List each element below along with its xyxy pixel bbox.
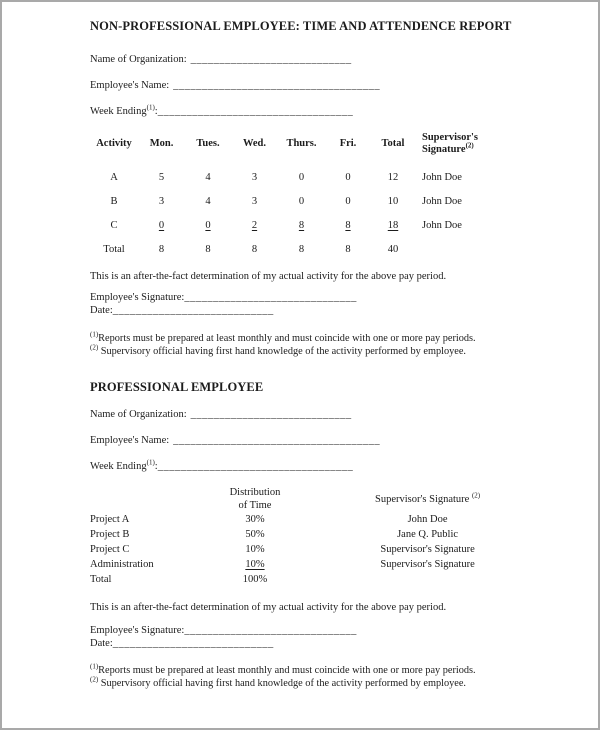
header-supervisor-text: Supervisor's Signature (375, 493, 472, 505)
week-ending-field (90, 105, 542, 119)
cell-wed: 8 (251, 243, 258, 255)
field-label: Employee's Name: (90, 80, 170, 91)
cell-total: 10 (387, 195, 399, 207)
cell-mon: 8 (158, 243, 165, 255)
footnote-marker: (2) (465, 141, 474, 150)
underlined-value: 18 (387, 219, 399, 231)
date-line: ____________________________ (112, 637, 274, 649)
cell-fri (325, 220, 371, 231)
cell-fri: 0 (345, 195, 351, 207)
date-label: Date: (90, 637, 113, 649)
field-label: Name of Organization: (90, 409, 187, 420)
cell-thurs: 8 (298, 243, 305, 255)
header-activity: Activity (96, 138, 132, 149)
cell-signature: John Doe (407, 514, 448, 525)
cell-activity: B (110, 195, 118, 207)
cell-signature: Supervisor's Signature (380, 559, 475, 570)
field-label: Employee's Name: (90, 435, 170, 446)
underlined-value: 10% (245, 559, 265, 570)
cell-fri: 8 (345, 243, 351, 255)
cell-thurs: 0 (298, 171, 305, 183)
cell-mon (138, 220, 185, 231)
field-colon: : (154, 461, 158, 472)
cell-tues: 4 (205, 171, 211, 183)
week-ending-field (90, 460, 542, 474)
header-distribution-line1: Distribution (229, 487, 281, 498)
underlined-value: 2 (251, 219, 258, 231)
footnote-1 (90, 662, 542, 678)
signature-line: ______________________________ (184, 625, 357, 636)
signature-label: Employee's Signature: (90, 292, 185, 303)
signature-label: Employee's Signature: (90, 625, 185, 636)
signature-line: ______________________________ (184, 292, 357, 303)
signature-block (90, 625, 542, 650)
signature-block (90, 292, 542, 317)
after-the-fact-statement: This is an after-the-fact determination of my actual activity for the above pay period. (90, 271, 447, 282)
footnotes (90, 330, 542, 358)
date-row (90, 305, 542, 318)
footnote-2 (90, 675, 542, 691)
cell-activity: A (110, 171, 118, 183)
cell-total (371, 220, 415, 231)
after-the-fact-statement: This is an after-the-fact determination of my actual activity for the above pay period. (90, 602, 447, 613)
header-supervisor-line2-text: Signature (422, 144, 466, 155)
row-administration (90, 557, 542, 572)
cell-percent: 30% (245, 514, 265, 525)
cell-tues (185, 220, 231, 231)
footnote-marker: (2) (90, 675, 99, 684)
professional-title: PROFESSIONAL EMPLOYEE (90, 380, 264, 394)
cell-tues: 8 (205, 243, 211, 255)
row-total (90, 572, 542, 587)
footnote-text: Supervisory official having first hand knowledge of the activity performed by employee. (98, 345, 466, 357)
table-row-b (90, 189, 542, 213)
cell-percent: 100% (242, 574, 268, 585)
activity-table-body (90, 165, 542, 261)
employee-name-field (90, 79, 542, 93)
employee-signature-row (90, 292, 542, 305)
cell-mon: 3 (158, 195, 165, 207)
date-label: Date: (90, 304, 113, 316)
employee-name-field (90, 434, 542, 448)
header-fri: Fri. (339, 138, 357, 149)
cell-mon: 5 (158, 171, 165, 183)
cell-label: Total (90, 574, 112, 585)
org-name-field (90, 408, 542, 422)
cell-total: 12 (387, 171, 399, 183)
footnote-marker: (1) (90, 330, 99, 339)
header-mon: Mon. (149, 138, 174, 149)
cell-label: Project B (90, 529, 130, 540)
footnote-text: Reports must be prepared at least monthly and must coincide with one or more pay periods. (98, 333, 476, 344)
cell-wed (231, 220, 278, 231)
field-label: Week Ending (90, 106, 147, 117)
underlined-value: 8 (345, 219, 351, 231)
row-project-b (90, 527, 542, 542)
row-project-a (90, 512, 542, 527)
header-supervisor-line2 (422, 141, 533, 156)
cell-label: Project A (90, 514, 130, 525)
field-label: Name of Organization: (90, 54, 187, 65)
field-colon: : (154, 106, 158, 117)
cell-wed: 3 (251, 171, 258, 183)
cell-percent: 50% (245, 529, 265, 540)
cell-activity: Total (103, 243, 125, 255)
cell-signature (313, 572, 542, 587)
date-row (90, 638, 542, 651)
footnote-2 (90, 343, 542, 359)
header-supervisor-signature (313, 493, 542, 506)
cell-tues: 4 (205, 195, 211, 207)
distribution-table-body (90, 512, 542, 587)
field-line: __________________________________ (157, 461, 354, 472)
header-supervisor-line1: Supervisor's (422, 132, 479, 143)
header-supervisor-signature (415, 132, 533, 156)
underlined-value: 0 (205, 219, 211, 231)
underlined-value: 0 (158, 219, 165, 231)
cell-thurs: 0 (298, 195, 305, 207)
footnote-text: Reports must be prepared at least monthly and must coincide with one or more pay periods. (98, 665, 476, 676)
header-tues: Tues. (196, 138, 220, 149)
cell-wed: 3 (251, 195, 258, 207)
field-line: ____________________________ (190, 409, 352, 420)
footnote-marker: (2) (471, 491, 481, 499)
activity-table-header-row (90, 131, 542, 157)
cell-label: Project C (90, 544, 130, 555)
cell-signature: John Doe (422, 195, 462, 207)
row-project-c (90, 542, 542, 557)
cell-thurs (278, 220, 325, 231)
cell-percent: 10% (245, 544, 265, 555)
header-thurs: Thurs. (286, 138, 317, 149)
cell-activity: C (110, 219, 118, 231)
org-name-field (90, 53, 542, 67)
header-total: Total (381, 138, 405, 149)
header-distribution-of-time (197, 486, 313, 512)
professional-section (90, 380, 542, 690)
distribution-table-header-row (90, 486, 542, 512)
cell-signature: Supervisor's Signature (380, 544, 475, 555)
footnote-marker: (1) (146, 103, 155, 112)
field-label: Week Ending (90, 461, 147, 472)
header-wed: Wed. (242, 138, 267, 149)
footnote-text: Supervisory official having first hand knowledge of the activity performed by employee. (98, 677, 466, 689)
field-line: ____________________________________ (173, 80, 381, 91)
footnote-marker: (1) (90, 662, 99, 671)
table-row-c (90, 213, 542, 237)
header-distribution-line2: of Time (238, 500, 272, 511)
footnotes (90, 662, 542, 690)
cell-percent (197, 557, 313, 572)
footnote-marker: (2) (90, 343, 99, 352)
nonprofessional-section (90, 19, 542, 358)
field-line: __________________________________ (157, 106, 354, 117)
cell-signature: John Doe (422, 219, 462, 231)
table-row-total (90, 237, 542, 261)
date-line: ____________________________ (112, 304, 274, 316)
cell-fri: 0 (345, 171, 351, 183)
table-row-a (90, 165, 542, 189)
field-line: ____________________________________ (173, 435, 381, 446)
nonprofessional-title: NON-PROFESSIONAL EMPLOYEE: TIME AND ATTENDENCE REPORT (90, 19, 512, 33)
employee-signature-row (90, 625, 542, 638)
footnote-1 (90, 330, 542, 346)
cell-signature: Jane Q. Public (397, 529, 459, 540)
cell-signature: John Doe (422, 171, 462, 183)
underlined-value: 8 (298, 219, 305, 231)
cell-total: 40 (387, 243, 399, 255)
footnote-marker: (1) (146, 458, 155, 467)
field-line: ____________________________ (190, 54, 352, 65)
cell-label: Administration (90, 559, 154, 570)
